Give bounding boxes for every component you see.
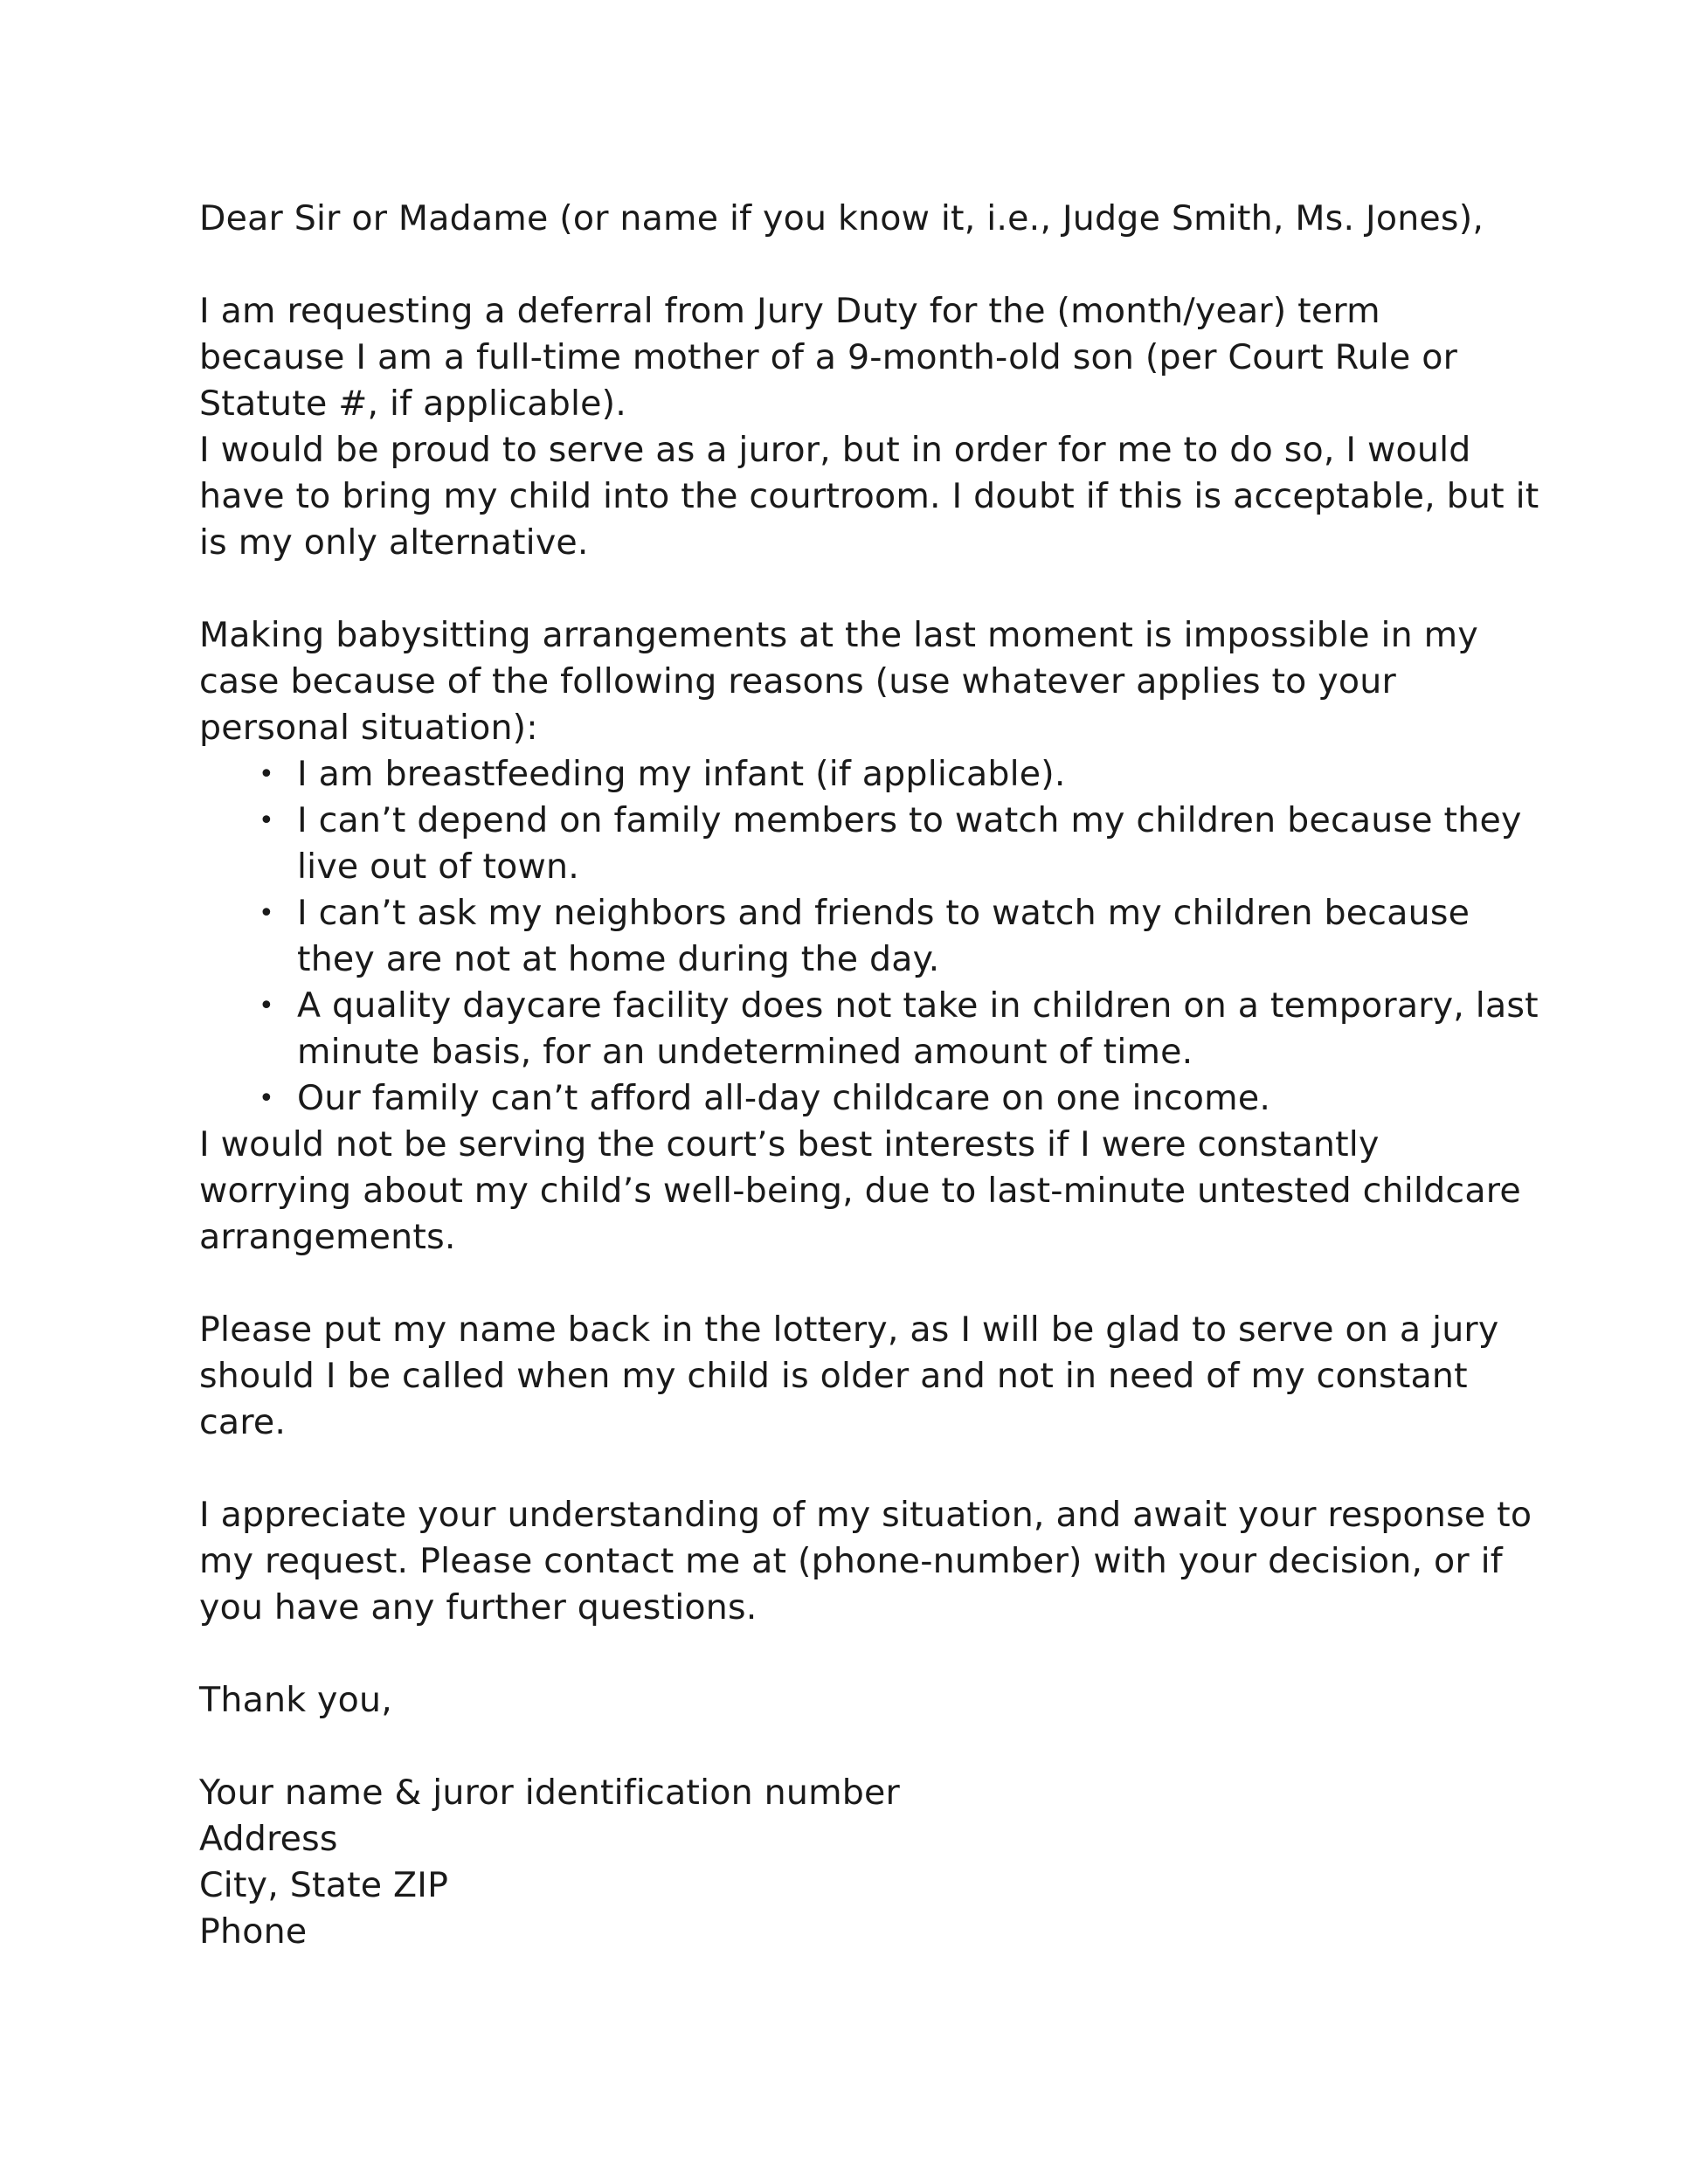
paragraph-proud-to-serve [199, 427, 1539, 566]
text-line: my request. Please contact me at (phone-number) with your decision, or if [199, 1541, 1503, 1581]
bullet-icon: • [259, 759, 274, 790]
text-line: I can’t ask my neighbors and friends to watch my children because [297, 893, 1470, 933]
text-line: have to bring my child into the courtroom. I doubt if this is acceptable, but it [199, 476, 1539, 516]
text-line: Please put my name back in the lottery, as I will be glad to serve on a jury [199, 1310, 1499, 1350]
bullet-icon: • [259, 991, 274, 1021]
text-line: should I be called when my child is older and not in need of my constant [199, 1356, 1468, 1396]
text-line: arrangements. [199, 1217, 456, 1257]
paragraph-best-interests [199, 1122, 1521, 1261]
paragraph-gap [199, 1724, 1510, 1770]
text-line: they are not at home during the day. [297, 939, 940, 979]
paragraph-babysitting [199, 612, 1510, 751]
bullet-icon: • [259, 1083, 274, 1114]
list-item [199, 983, 1539, 1075]
list-item [199, 1075, 1510, 1122]
paragraph-request [199, 288, 1510, 427]
text-line: I would not be serving the court’s best interests if I were constantly [199, 1124, 1380, 1165]
paragraph-gap [199, 1446, 1510, 1492]
text-line: I am breastfeeding my infant (if applicable). [297, 754, 1066, 794]
text-line: I appreciate your understanding of my situation, and await your response to [199, 1495, 1532, 1535]
signature-city-state-zip: City, State ZIP [199, 1865, 449, 1905]
text-line: Making babysitting arrangements at the last moment is impossible in my [199, 615, 1478, 655]
paragraph-gap [199, 566, 1510, 612]
list-item [199, 798, 1522, 890]
list-item [199, 751, 1510, 798]
text-line: worrying about my child’s well-being, due to last-minute untested childcare [199, 1171, 1521, 1211]
text-line: live out of town. [297, 847, 580, 887]
paragraph-lottery [199, 1307, 1510, 1446]
text-line: I would be proud to serve as a juror, but in order for me to do so, I would [199, 430, 1471, 470]
letter-body [199, 196, 1539, 1955]
bullet-icon: • [259, 898, 274, 929]
paragraph-gap [199, 1631, 1510, 1677]
paragraph-appreciation [199, 1492, 1532, 1631]
text-line: Statute #, if applicable). [199, 384, 627, 424]
text-line: care. [199, 1402, 287, 1442]
text-line: I am requesting a deferral from Jury Duty for the (month/year) term [199, 291, 1380, 331]
paragraph-gap [199, 242, 1510, 288]
text-line: minute basis, for an undetermined amount of time. [297, 1032, 1193, 1072]
reasons-list [199, 751, 1539, 1122]
signature-phone: Phone [199, 1911, 308, 1952]
paragraph-gap [199, 1261, 1510, 1307]
closing: Thank you, [199, 1680, 392, 1720]
text-line: A quality daycare facility does not take in children on a temporary, last [297, 985, 1539, 1026]
text-line: case because of the following reasons (use whatever applies to your [199, 661, 1396, 702]
text-line: Our family can’t afford all-day childcare on one income. [297, 1078, 1271, 1118]
text-line: is my only alternative. [199, 522, 589, 563]
text-line: I can’t depend on family members to watch my children because they [297, 800, 1522, 840]
signature-address: Address [199, 1819, 338, 1859]
list-item [199, 890, 1510, 983]
text-line: because I am a full-time mother of a 9-month-old son (per Court Rule or [199, 337, 1458, 377]
text-line: personal situation): [199, 708, 538, 748]
bullet-icon: • [259, 805, 274, 836]
signature-name: Your name & juror identification number [199, 1773, 900, 1813]
salutation: Dear Sir or Madame (or name if you know it, i.e., Judge Smith, Ms. Jones), [199, 198, 1484, 238]
text-line: you have any further questions. [199, 1587, 758, 1628]
signature-block [199, 1770, 1510, 1955]
